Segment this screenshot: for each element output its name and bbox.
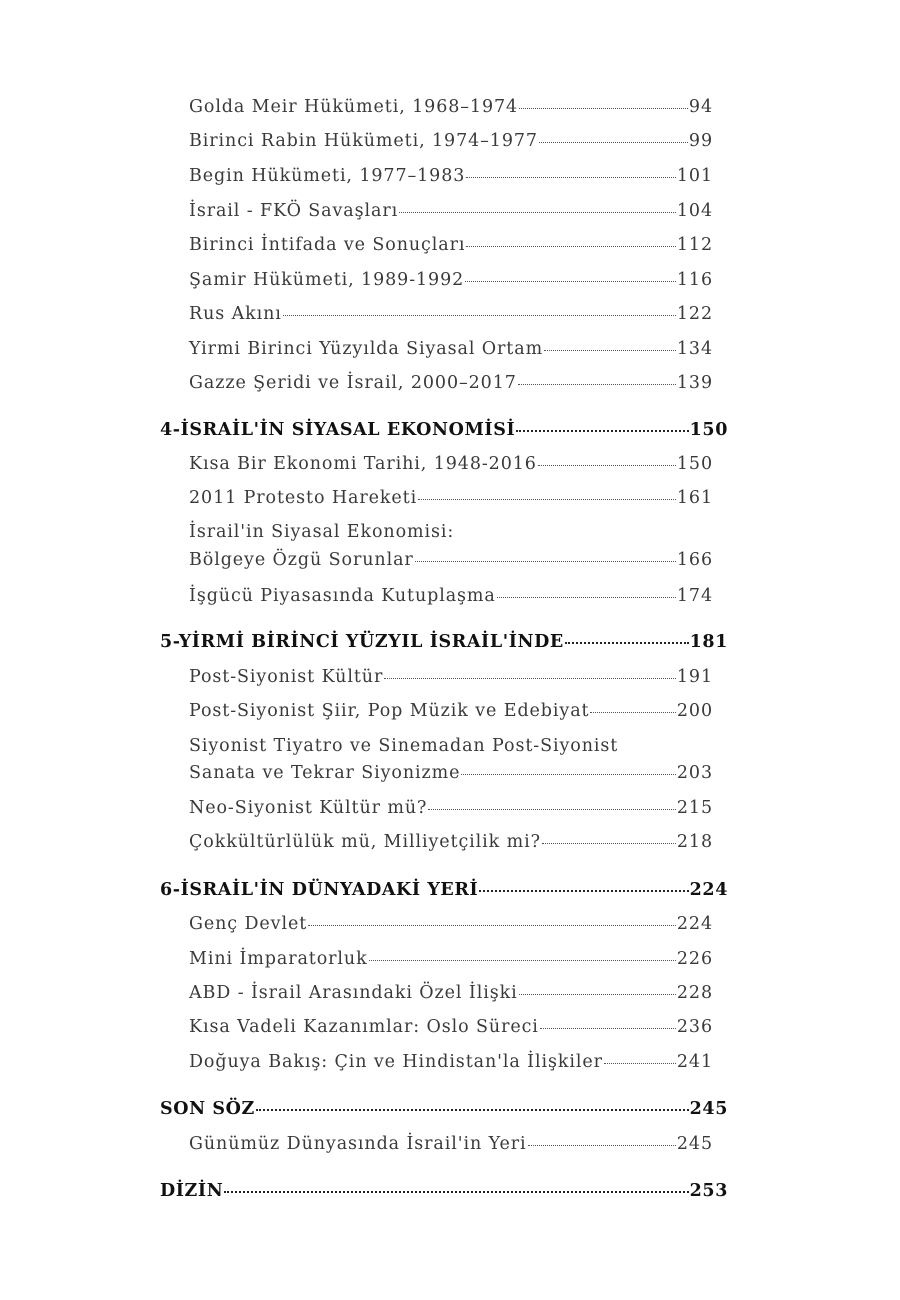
toc-page-number: 134	[676, 339, 713, 359]
dot-leader	[542, 843, 676, 844]
toc-section-entry[interactable]	[189, 798, 713, 818]
toc-entry-title: DİZİN	[160, 1181, 224, 1201]
toc-section-entry[interactable]	[189, 983, 713, 1003]
dot-leader	[518, 384, 676, 385]
toc-page-number: 226	[676, 949, 713, 969]
dot-leader	[590, 712, 675, 713]
toc-entry-title: Genç Devlet	[189, 914, 308, 934]
toc-section-entry[interactable]	[189, 373, 713, 393]
toc-entry-title: Neo-Siyonist Kültür mü?	[189, 798, 428, 818]
dot-leader	[384, 678, 676, 679]
dot-leader	[479, 890, 688, 892]
toc-page-number: 224	[676, 914, 713, 934]
toc-entry-title: Günümüz Dünyasında İsrail'in Yeri	[189, 1134, 527, 1154]
toc-chapter-entry[interactable]	[160, 1099, 728, 1119]
toc-chapter-entry[interactable]	[160, 632, 728, 652]
dot-leader	[224, 1191, 688, 1193]
toc-page-number: 161	[676, 488, 713, 508]
dot-leader	[283, 315, 676, 316]
toc-page-number: 122	[676, 304, 713, 324]
toc-entry-title: Birinci Rabin Hükümeti, 1974–1977	[189, 131, 538, 151]
toc-entry-title: Çokkültürlülük mü, Milliyetçilik mi?	[189, 832, 541, 852]
toc-entry-title: Bölgeye Özgü Sorunlar	[189, 550, 414, 570]
toc-section-entry[interactable]	[189, 270, 713, 290]
toc-section-entry[interactable]	[189, 339, 713, 359]
toc-page-number: 112	[676, 235, 713, 255]
toc-section-entry[interactable]	[189, 701, 713, 721]
toc-chapter-entry[interactable]	[160, 880, 728, 900]
toc-page-number: 150	[676, 454, 713, 474]
toc-section-entry[interactable]	[189, 166, 713, 186]
dot-leader	[519, 994, 676, 995]
toc-section-entry[interactable]	[189, 550, 713, 570]
toc-page-number: 253	[689, 1181, 728, 1201]
toc-page-number: 181	[689, 632, 728, 652]
toc-entry-title: Post-Siyonist Şiir, Pop Müzik ve Edebiyat	[189, 701, 590, 721]
toc-entry-title: Begin Hükümeti, 1977–1983	[189, 166, 466, 186]
toc-section-entry[interactable]	[189, 586, 713, 606]
toc-chapter-entry[interactable]	[160, 420, 728, 440]
toc-entry-title-line1: İsrail'in Siyasal Ekonomisi:	[189, 522, 455, 542]
toc-section-entry[interactable]	[189, 235, 713, 255]
toc-entry-title: 2011 Protesto Hareketi	[189, 488, 418, 508]
toc-entry-title: Doğuya Bakış: Çin ve Hindistan'la İlişkiler	[189, 1052, 603, 1072]
toc-section-entry[interactable]	[189, 763, 713, 783]
toc-section-entry[interactable]	[189, 488, 713, 508]
dot-leader	[540, 1028, 676, 1029]
dot-leader	[565, 642, 689, 644]
toc-section-entry[interactable]	[189, 1017, 713, 1037]
toc-entry-title: SON SÖZ	[160, 1099, 255, 1119]
dot-leader	[538, 465, 676, 466]
dot-leader	[544, 350, 676, 351]
toc-entry-title: Şamir Hükümeti, 1989-1992	[189, 270, 465, 290]
toc-section-entry[interactable]	[189, 1052, 713, 1072]
toc-entry-title: İşgücü Piyasasında Kutuplaşma	[189, 586, 496, 606]
toc-entry-title: Gazze Şeridi ve İsrail, 2000–2017	[189, 373, 517, 393]
dot-leader	[256, 1109, 689, 1111]
toc-page-number: 215	[676, 798, 713, 818]
toc-page-number: 174	[676, 586, 713, 606]
toc-entry-title: Kısa Bir Ekonomi Tarihi, 1948-2016	[189, 454, 537, 474]
dot-leader	[399, 212, 676, 213]
toc-chapter-entry[interactable]	[160, 1181, 728, 1201]
toc-page-number: 139	[676, 373, 713, 393]
toc-section-entry[interactable]	[189, 97, 713, 117]
dot-leader	[497, 597, 676, 598]
toc-page-number: 101	[676, 166, 713, 186]
toc-section-entry[interactable]	[189, 201, 713, 221]
toc-page-number: 116	[676, 270, 713, 290]
toc-page-number: 245	[689, 1099, 728, 1119]
toc-section-entry[interactable]	[189, 949, 713, 969]
dot-leader	[466, 177, 676, 178]
toc-page-number: 191	[676, 667, 713, 687]
toc-page-number: 245	[676, 1134, 713, 1154]
toc-page-number: 218	[676, 832, 713, 852]
toc-entry-title: 4-İSRAİL'İN SİYASAL EKONOMİSİ	[160, 420, 516, 440]
dot-leader	[415, 561, 676, 562]
toc-entry-title: Rus Akını	[189, 304, 282, 324]
toc-entry-title: 5-YİRMİ BİRİNCİ YÜZYIL İSRAİL'İNDE	[160, 632, 564, 652]
toc-page-number: 200	[676, 701, 713, 721]
toc-entry-title: Sanata ve Tekrar Siyonizme	[189, 763, 461, 783]
toc-entry-title: İsrail - FKÖ Savaşları	[189, 201, 399, 221]
toc-entry-title: ABD - İsrail Arasındaki Özel İlişki	[189, 983, 518, 1003]
toc-entry-title: Birinci İntifada ve Sonuçları	[189, 235, 466, 255]
toc-page-number: 166	[676, 550, 713, 570]
dot-leader	[528, 1145, 676, 1146]
toc-section-entry[interactable]	[189, 1134, 713, 1154]
toc-entry-title: Golda Meir Hükümeti, 1968–1974	[189, 97, 519, 117]
dot-leader	[519, 108, 688, 109]
toc-entry-title: Yirmi Birinci Yüzyılda Siyasal Ortam	[189, 339, 544, 359]
toc-section-entry[interactable]	[189, 832, 713, 852]
toc-page-number: 104	[676, 201, 713, 221]
toc-page-number: 150	[689, 420, 728, 440]
toc-page-number: 94	[688, 97, 713, 117]
toc-page-number: 228	[676, 983, 713, 1003]
toc-page-number: 99	[688, 131, 713, 151]
dot-leader	[308, 925, 676, 926]
dot-leader	[466, 246, 676, 247]
dot-leader	[516, 430, 688, 432]
dot-leader	[465, 281, 676, 282]
dot-leader	[369, 960, 676, 961]
toc-entry-title: Mini İmparatorluk	[189, 949, 368, 969]
toc-page-number: 241	[676, 1052, 713, 1072]
toc-entry-title: 6-İSRAİL'İN DÜNYADAKİ YERİ	[160, 880, 479, 900]
toc-entry-title-line1: Siyonist Tiyatro ve Sinemadan Post-Siyonist	[189, 736, 619, 756]
toc-section-entry[interactable]	[189, 131, 713, 151]
dot-leader	[604, 1063, 676, 1064]
dot-leader	[461, 774, 675, 775]
toc-section-entry[interactable]	[189, 304, 713, 324]
dot-leader	[539, 142, 688, 143]
toc-entry-title: Kısa Vadeli Kazanımlar: Oslo Süreci	[189, 1017, 539, 1037]
toc-entry-title: Post-Siyonist Kültür	[189, 667, 384, 687]
toc-page-number: 236	[676, 1017, 713, 1037]
toc-section-entry[interactable]	[189, 454, 713, 474]
toc-page-number: 203	[676, 763, 713, 783]
toc-section-entry[interactable]	[189, 914, 713, 934]
dot-leader	[418, 499, 676, 500]
toc-section-entry[interactable]	[189, 667, 713, 687]
dot-leader	[428, 809, 676, 810]
toc-page-number: 224	[689, 880, 728, 900]
